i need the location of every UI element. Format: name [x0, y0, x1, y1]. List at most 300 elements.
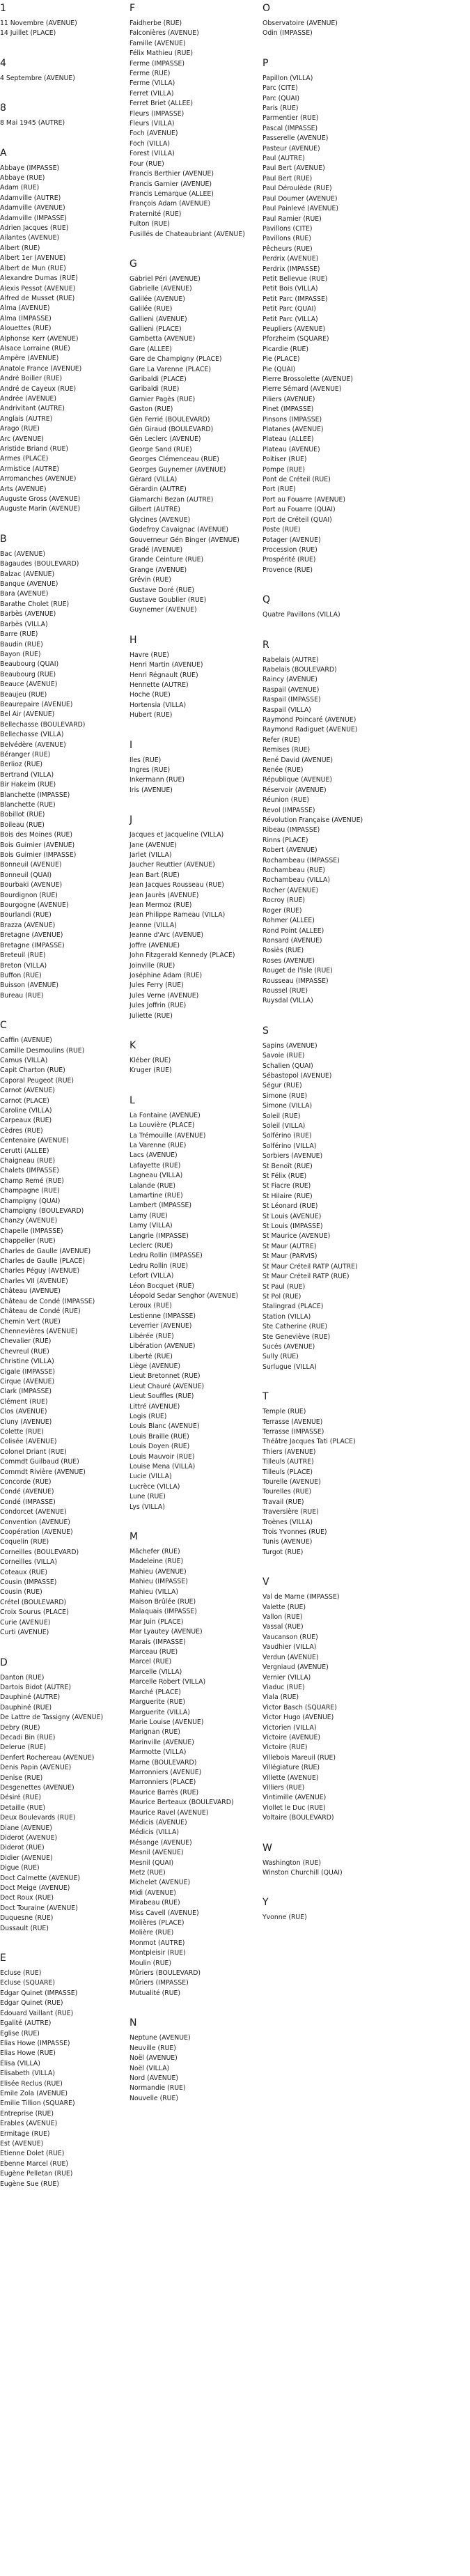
street-entry: Platanes (AVENUE): [263, 426, 324, 434]
street-entry: Georges Clémenceau (RUE): [130, 456, 219, 464]
street-entry: Petit Bellevue (RUE): [263, 274, 328, 283]
street-entry: Normandie (RUE): [130, 2084, 186, 2093]
street-entry: Val de Marne (IMPASSE): [263, 1593, 340, 1601]
street-entry: Bellechasse (VILLA): [0, 731, 64, 739]
street-entry: Hennette (AUTRE): [130, 681, 189, 689]
street-entry: Havre (RUE): [130, 651, 169, 659]
street-entry: Beaubourg (RUE): [0, 670, 56, 678]
street-entry: Sébastopol (AVENUE): [263, 1071, 332, 1080]
street-entry: Madeleine (RUE): [130, 1558, 184, 1566]
street-entry: Neptune (AVENUE): [130, 2034, 191, 2042]
street-entry: Villette (AVENUE): [263, 1774, 319, 1782]
street-entry: Blanchette (RUE): [0, 801, 56, 809]
street-entry: Lestienne (IMPASSE): [130, 1312, 196, 1320]
street-entry: Buffon (RUE): [0, 971, 42, 979]
street-entry: Gilbert (AUTRE): [130, 506, 180, 514]
street-entry: Charles Péguy (AVENUE): [0, 1267, 80, 1275]
street-entry: Chanzy (AVENUE): [0, 1217, 58, 1225]
street-entry: Marcelle Robert (VILLA): [130, 1678, 206, 1686]
letter-section: [130, 814, 263, 1021]
section-letter-heading: K: [130, 1039, 136, 1051]
street-entry: Grande Ceinture (RUE): [130, 556, 204, 564]
street-entry: Bac (AVENUE): [0, 550, 46, 558]
street-entry: Alphonse Kerr (AVENUE): [0, 334, 79, 343]
street-entry: Port de Créteil (QUAI): [263, 515, 332, 524]
street-entry: Soleil (VILLA): [263, 1122, 306, 1130]
street-entry: Jeanne d'Arc (AVENUE): [130, 931, 204, 940]
street-entry: Fleurs (VILLA): [130, 120, 175, 128]
street-entry: Gouverneur Gén Binger (AVENUE): [130, 536, 240, 544]
street-entry: Maison Brûlée (RUE): [130, 1598, 196, 1606]
street-entry: Bellechasse (BOULEVARD): [0, 720, 86, 729]
street-entry: Lagneau (VILLA): [130, 1172, 183, 1180]
letter-section: [130, 258, 263, 616]
section-letter-heading: 1: [0, 3, 6, 14]
street-entry: St Paul (RUE): [263, 1282, 306, 1291]
street-entry: Arromanches (AVENUE): [0, 475, 77, 483]
street-entry: Gabriel Péri (AVENUE): [130, 274, 201, 283]
street-entry: Hoche (RUE): [130, 691, 171, 699]
street-entry: Villiers (RUE): [263, 1783, 305, 1792]
street-entry: Ledru Rollin (IMPASSE): [130, 1252, 203, 1260]
street-entry: Brazza (AVENUE): [0, 921, 56, 929]
street-entry: Commdt Guilbaud (RUE): [0, 1458, 79, 1466]
street-entry: Colisée (AVENUE): [0, 1438, 57, 1446]
street-entry: Marceau (RUE): [130, 1648, 178, 1656]
street-entry: Auguste Gross (AVENUE): [0, 495, 81, 504]
street-entry: Soleil (RUE): [263, 1112, 301, 1120]
street-entry: Turgot (RUE): [263, 1548, 304, 1556]
street-entry: Iris (AVENUE): [130, 786, 173, 794]
street-entry: Viala (RUE): [263, 1693, 299, 1702]
street-entry: Jules Joffrin (RUE): [130, 1002, 187, 1010]
street-entry: Eugène Sue (RUE): [0, 2180, 59, 2188]
street-entry: Henri Régnault (RUE): [130, 671, 198, 679]
street-entry: Chalets (IMPASSE): [0, 1167, 59, 1175]
section-letter-heading: 8: [0, 102, 6, 114]
street-entry: Marguerite (RUE): [130, 1698, 186, 1707]
street-entry: Port (RUE): [263, 486, 296, 494]
street-entry: Glycines (AVENUE): [130, 515, 191, 524]
street-entry: Champagne (RUE): [0, 1187, 60, 1195]
street-entry: Pavillons (CITE): [263, 224, 313, 233]
street-entry: Edgar Quinet (IMPASSE): [0, 1989, 78, 1997]
street-entry: Dauphiné (AUTRE): [0, 1693, 61, 1702]
letter-section: [0, 1657, 130, 1934]
street-entry: Jules Ferry (RUE): [130, 981, 184, 990]
street-entry: Marronniers (PLACE): [130, 1778, 196, 1787]
street-entry: Marinville (AVENUE): [130, 1738, 194, 1746]
street-entry: Rochambeau (VILLA): [263, 876, 330, 885]
street-entry: Jean Philippe Rameau (VILLA): [130, 911, 226, 920]
street-entry: Logis (RUE): [130, 1412, 167, 1420]
street-entry: St Benoît (RUE): [263, 1162, 313, 1170]
street-entry: Beaujeu (RUE): [0, 690, 47, 699]
street-entry: Louis Blanc (AVENUE): [130, 1422, 200, 1431]
street-entry: Banque (AVENUE): [0, 580, 58, 589]
street-entry: Pie (QUAI): [263, 365, 296, 373]
street-entry: Belvédère (AVENUE): [0, 740, 66, 749]
street-entry: Simone (RUE): [263, 1092, 308, 1100]
street-entry: Lacs (AVENUE): [130, 1151, 178, 1160]
street-entry: Poste (RUE): [263, 526, 301, 534]
street-entry: Marguerite (VILLA): [130, 1708, 190, 1716]
street-entry: Midi (AVENUE): [130, 1888, 176, 1897]
street-entry: Gallieni (AVENUE): [130, 315, 187, 323]
street-entry: Jean Jaurès (AVENUE): [130, 891, 199, 899]
street-entry: Bagaudes (BOULEVARD): [0, 560, 79, 568]
street-entry: Lieut Bretonnet (RUE): [130, 1372, 201, 1381]
street-entry: Michelet (AVENUE): [130, 1879, 191, 1887]
section-letter-heading: H: [130, 634, 137, 646]
street-entry: Adamville (IMPASSE): [0, 214, 67, 222]
letter-section: [0, 534, 130, 1001]
street-entry: Parc (QUAI): [263, 94, 300, 102]
street-entry: Petit Parc (QUAI): [263, 305, 316, 313]
street-entry: Thiers (AVENUE): [263, 1448, 316, 1456]
letter-section: [130, 2017, 263, 2104]
street-entry: Gustave Goublier (RUE): [130, 596, 207, 604]
street-entry: Barre (RUE): [0, 630, 38, 639]
street-entry: Coquelin (RUE): [0, 1538, 49, 1546]
street-entry: Hortensia (VILLA): [130, 701, 187, 709]
street-entry: Champigny (QUAI): [0, 1197, 61, 1205]
street-entry: Bara (AVENUE): [0, 590, 49, 598]
street-entry: Louise Mena (VILLA): [130, 1462, 196, 1471]
street-entry: Langrie (IMPASSE): [130, 1232, 189, 1240]
street-entry: Roses (AVENUE): [263, 956, 315, 965]
street-entry: Pascal (IMPASSE): [263, 124, 318, 132]
street-entry: Famille (AVENUE): [130, 39, 186, 47]
street-entry: Rabelais (AUTRE): [263, 655, 319, 664]
street-entry: Piliers (AVENUE): [263, 395, 315, 403]
section-letter-heading: C: [0, 1020, 7, 1032]
street-entry: Cousin (IMPASSE): [0, 1578, 57, 1587]
street-entry: Albert (RUE): [0, 244, 40, 252]
street-entry: Dauphiné (RUE): [0, 1703, 52, 1712]
street-entry: Anglais (AUTRE): [0, 414, 53, 423]
street-entry: Prospérité (RUE): [263, 556, 316, 564]
street-entry: Paul (AUTRE): [263, 155, 305, 163]
street-entry: Plateau (ALLEE): [263, 435, 314, 444]
street-entry: Adamville (AVENUE): [0, 204, 65, 212]
section-letter-heading: T: [263, 1391, 269, 1403]
street-entry: Winston Churchill (QUAI): [263, 1869, 343, 1877]
street-entry: Savoie (RUE): [263, 1052, 305, 1060]
street-entry: Kléber (RUE): [130, 1056, 171, 1064]
street-entry: Stalingrad (PLACE): [263, 1303, 324, 1311]
street-entry: Picardie (RUE): [263, 345, 309, 353]
street-entry: Elisée Reclus (RUE): [0, 2079, 63, 2088]
street-entry: Gradé (AVENUE): [130, 545, 183, 554]
street-entry: Charles de Gaulle (PLACE): [0, 1257, 86, 1266]
street-entry: Bourdignon (RUE): [0, 891, 58, 899]
street-entry: Nouvelle (RUE): [130, 2094, 178, 2102]
street-entry: Gén Ferrié (BOULEVARD): [130, 415, 210, 424]
street-entry: Bourgogne (AVENUE): [0, 901, 69, 910]
street-entry: Jane (AVENUE): [130, 841, 177, 849]
street-entry: Mirabeau (RUE): [130, 1899, 180, 1907]
section-letter-heading: O: [263, 3, 271, 14]
street-entry: Gérard (VILLA): [130, 476, 178, 484]
street-entry: Tourelle (AVENUE): [263, 1478, 321, 1486]
street-entry: Pêcheurs (RUE): [263, 245, 313, 253]
street-entry: Bobillot (RUE): [0, 811, 45, 819]
letter-section: [130, 3, 263, 240]
street-entry: Rinns (PLACE): [263, 836, 308, 844]
letter-section: [263, 58, 470, 575]
street-entry: Liberté (RUE): [130, 1352, 173, 1360]
street-entry: Bretagne (AVENUE): [0, 931, 63, 940]
street-entry: Henri Martin (AVENUE): [130, 661, 203, 669]
street-entry: Denfert Rochereau (AVENUE): [0, 1753, 95, 1762]
street-entry: Vergniaud (AVENUE): [263, 1663, 329, 1672]
section-letter-heading: B: [0, 533, 7, 545]
section-letter-heading: A: [0, 147, 7, 159]
street-entry: Balzac (AVENUE): [0, 570, 55, 578]
street-entry: Perdrix (IMPASSE): [263, 265, 320, 273]
street-entry: Edgar Quinet (RUE): [0, 1999, 63, 2008]
street-entry: Ferme (VILLA): [130, 79, 175, 88]
street-entry: John Fitzgerald Kennedy (PLACE): [130, 952, 235, 960]
street-entry: Roussel (RUE): [263, 986, 308, 995]
street-entry: Ste Catherine (RUE): [263, 1323, 328, 1331]
street-entry: Doct Meige (AVENUE): [0, 1884, 70, 1893]
street-entry: Charles VII (AVENUE): [0, 1277, 68, 1285]
street-entry: Hubert (RUE): [130, 711, 173, 720]
street-entry: Lafayette (RUE): [130, 1161, 181, 1170]
street-entry: Surlugue (VILLA): [263, 1363, 317, 1371]
street-entry: Falconières (AVENUE): [130, 29, 199, 38]
street-entry: Ste Geneviève (RUE): [263, 1333, 331, 1341]
street-entry: Beaubourg (QUAI): [0, 660, 59, 669]
street-entry: Dussault (RUE): [0, 1924, 49, 1932]
street-entry: Bois Guimier (IMPASSE): [0, 851, 77, 860]
street-entry: Papillon (VILLA): [263, 74, 313, 82]
street-entry: Lefort (VILLA): [130, 1272, 174, 1280]
street-entry: Didier (AVENUE): [0, 1854, 53, 1862]
street-entry: Beaurepaire (AVENUE): [0, 700, 73, 708]
street-entry: Valette (RUE): [263, 1603, 306, 1611]
street-entry: La Varenne (RUE): [130, 1141, 187, 1149]
street-entry: Mésange (AVENUE): [130, 1838, 192, 1847]
street-entry: Aristide Briand (RUE): [0, 445, 69, 453]
street-entry: Leclerc (RUE): [130, 1242, 173, 1250]
street-entry: Noël (AVENUE): [130, 2054, 178, 2063]
street-entry: Troènes (VILLA): [263, 1518, 313, 1526]
street-entry: Denis Papin (AVENUE): [0, 1764, 72, 1772]
street-entry: Bourlandi (RUE): [0, 911, 52, 920]
street-entry: Moulin (RUE): [130, 1959, 172, 1967]
letter-section: [130, 1095, 263, 1512]
street-entry: Cigale (IMPASSE): [0, 1367, 55, 1376]
street-entry: Félix Mathieu (RUE): [130, 49, 193, 58]
street-entry: Ailantes (AVENUE): [0, 234, 60, 242]
street-entry: Bonneuil (QUAI): [0, 871, 52, 879]
street-entry: Verdun (AVENUE): [263, 1653, 319, 1661]
street-entry: Raspail (AVENUE): [263, 685, 320, 694]
street-entry: Cirque (AVENUE): [0, 1377, 55, 1386]
street-entry: Egalité (AUTRE): [0, 2019, 52, 2028]
street-entry: Garibaldi (RUE): [130, 385, 180, 394]
street-entry: Abbaye (RUE): [0, 174, 45, 183]
street-entry: Louis Braille (RUE): [130, 1432, 189, 1441]
street-entry: Molières (PLACE): [130, 1919, 185, 1927]
street-entry: Observatoire (AVENUE): [263, 20, 338, 27]
street-entry: Deux Boulevards (RUE): [0, 1814, 76, 1822]
street-entry: Vernier (VILLA): [263, 1673, 311, 1682]
street-entry: Blanchette (IMPASSE): [0, 791, 70, 799]
street-entry: Raspail (VILLA): [263, 706, 311, 714]
street-entry: Carnot (PLACE): [0, 1096, 49, 1105]
letter-section: [263, 594, 470, 620]
street-entry: Solférino (RUE): [263, 1132, 312, 1140]
street-entry: Elias Howe (RUE): [0, 2049, 56, 2058]
street-entry: Lune (RUE): [130, 1493, 166, 1501]
street-entry: Albert de Mun (RUE): [0, 264, 66, 272]
street-entry: Marché (PLACE): [130, 1688, 181, 1696]
street-entry: Faidherbe (RUE): [130, 20, 182, 27]
street-entry: Pavillons (RUE): [263, 235, 311, 243]
street-entry: Lamy (RUE): [130, 1211, 168, 1220]
street-entry: Curti (AVENUE): [0, 1629, 49, 1637]
street-entry: St Félix (RUE): [263, 1172, 307, 1181]
section-letter-heading: I: [130, 739, 133, 751]
street-entry: Detaille (RUE): [0, 1803, 46, 1812]
letter-section: [0, 3, 130, 39]
street-entry: Caroline (VILLA): [0, 1106, 52, 1115]
street-entry: Port au Fouarre (QUAI): [263, 506, 336, 514]
street-entry: Condé (IMPASSE): [0, 1498, 56, 1506]
street-entry: Lamartine (RUE): [130, 1192, 183, 1200]
street-entry: Villebois Mareuil (RUE): [263, 1753, 336, 1762]
street-entry: Pforzheim (SQUARE): [263, 335, 329, 343]
street-entry: St Pol (RUE): [263, 1292, 301, 1301]
street-entry: Andrée (AVENUE): [0, 394, 57, 403]
street-entry: Marmotte (VILLA): [130, 1748, 187, 1757]
street-entry: Champ Remé (RUE): [0, 1177, 64, 1185]
street-entry: Grévin (RUE): [130, 576, 171, 584]
street-entry: Sapins (AVENUE): [263, 1041, 318, 1050]
street-entry: Marais (IMPASSE): [130, 1638, 186, 1646]
street-entry: Gabrielle (AVENUE): [130, 285, 192, 293]
street-entry: Pinsons (IMPASSE): [263, 415, 322, 424]
street-entry: Petit Bois (VILLA): [263, 285, 318, 293]
street-entry: Simone (VILLA): [263, 1102, 313, 1110]
street-entry: François Adam (AVENUE): [130, 200, 210, 208]
street-entry: De Lattre de Tassigny (AVENUE): [0, 1714, 104, 1722]
street-entry: Caffin (AVENUE): [0, 1037, 52, 1045]
street-entry: Emile Zola (AVENUE): [0, 2089, 68, 2097]
street-entry: Gare La Varenne (PLACE): [130, 365, 211, 373]
street-entry: Four (RUE): [130, 160, 164, 168]
street-entry: Ferme (IMPASSE): [130, 59, 185, 68]
street-entry: Viaduc (RUE): [263, 1683, 305, 1691]
street-entry: Leverrier (AVENUE): [130, 1322, 192, 1330]
street-entry: Elisa (VILLA): [0, 2059, 40, 2067]
street-entry: La Louvière (PLACE): [130, 1122, 195, 1130]
street-entry: Colonel Driant (RUE): [0, 1448, 67, 1456]
street-entry: Edouard Vaillant (RUE): [0, 2009, 74, 2017]
street-entry: Debry (RUE): [0, 1723, 40, 1732]
street-entry: Provence (RUE): [263, 566, 313, 574]
street-entry: St Maur (PARVIS): [263, 1252, 318, 1261]
street-entry: André Boiller (RUE): [0, 375, 63, 383]
street-entry: Chennevières (AVENUE): [0, 1327, 78, 1335]
street-entry: Berlioz (RUE): [0, 761, 43, 769]
street-entry: Désiré (RUE): [0, 1794, 41, 1802]
street-entry: Barbès (VILLA): [0, 620, 48, 628]
street-entry: Rouget de l'Isle (RUE): [263, 967, 333, 975]
street-entry: Pierre Brossolette (AVENUE): [263, 375, 353, 383]
street-entry: Vallon (RUE): [263, 1613, 303, 1622]
street-entry: Voltaire (BOULEVARD): [263, 1814, 334, 1822]
street-entry: Joséphine Adam (RUE): [130, 971, 203, 979]
street-entry: Francis Garnier (AVENUE): [130, 180, 212, 188]
street-entry: Château (AVENUE): [0, 1287, 61, 1296]
street-entry: Erables (AVENUE): [0, 2120, 58, 2128]
street-entry: Jean Bart (RUE): [130, 871, 180, 879]
street-entry: Rousseau (IMPASSE): [263, 977, 329, 985]
street-entry: Bel Air (AVENUE): [0, 711, 55, 719]
street-entry: Clément (RUE): [0, 1397, 48, 1406]
street-entry: Clark (IMPASSE): [0, 1388, 52, 1396]
street-entry: Christine (VILLA): [0, 1358, 54, 1366]
street-entry: Forest (VILLA): [130, 150, 175, 158]
letter-section: [130, 1531, 263, 1999]
letter-section: [0, 148, 130, 515]
section-letter-heading: M: [130, 1531, 139, 1542]
street-entry: Francis Lemarque (ALLEE): [130, 189, 214, 198]
street-entry: République (AVENUE): [263, 776, 332, 784]
street-entry: Cèdres (RUE): [0, 1126, 43, 1135]
street-entry: Caporal Peugeot (RUE): [0, 1076, 75, 1085]
street-entry: Louis Mauvoir (RUE): [130, 1452, 195, 1461]
street-entry: Ségur (RUE): [263, 1082, 302, 1090]
street-entry: Traversière (RUE): [263, 1508, 319, 1516]
street-entry: Adamville (AUTRE): [0, 194, 61, 202]
street-entry: Gén Giraud (BOULEVARD): [130, 426, 214, 434]
street-entry: Denise (RUE): [0, 1774, 43, 1782]
street-entry: St Maur (AUTRE): [263, 1242, 317, 1250]
letter-section: [0, 58, 130, 84]
street-entry: Noël (VILLA): [130, 2064, 170, 2072]
street-entry: Théâtre Jacques Tati (PLACE): [263, 1438, 356, 1446]
street-entry: Jacques et Jacqueline (VILLA): [130, 831, 224, 839]
street-entry: Adrien Jacques (RUE): [0, 224, 69, 233]
street-entry: Paul Ramier (RUE): [263, 215, 322, 223]
street-entry: Renée (RUE): [263, 766, 304, 774]
street-entry: Mar Juin (PLACE): [130, 1617, 184, 1626]
letter-section: [263, 1025, 470, 1372]
letter-section: [130, 740, 263, 796]
street-entry: Adam (RUE): [0, 184, 40, 192]
street-entry: La Trémouille (AVENUE): [130, 1131, 206, 1140]
street-entry: La Fontaine (AVENUE): [130, 1111, 201, 1119]
street-entry: Pie (PLACE): [263, 355, 300, 364]
street-entry: Colette (RUE): [0, 1427, 44, 1436]
street-entry: St Hilaire (RUE): [263, 1192, 313, 1200]
section-letter-heading: E: [0, 1953, 6, 1964]
street-entry: René David (AVENUE): [263, 756, 334, 764]
street-entry: Fraternité (RUE): [130, 210, 182, 218]
street-entry: Pasteur (AVENUE): [263, 144, 320, 153]
street-entry: Perdrix (AVENUE): [263, 255, 319, 263]
street-entry: Roger (RUE): [263, 906, 302, 915]
street-entry: Vassal (RUE): [263, 1623, 304, 1631]
street-entry: Francis Berthier (AVENUE): [130, 170, 214, 178]
street-entry: Carpeaux (RUE): [0, 1117, 52, 1125]
